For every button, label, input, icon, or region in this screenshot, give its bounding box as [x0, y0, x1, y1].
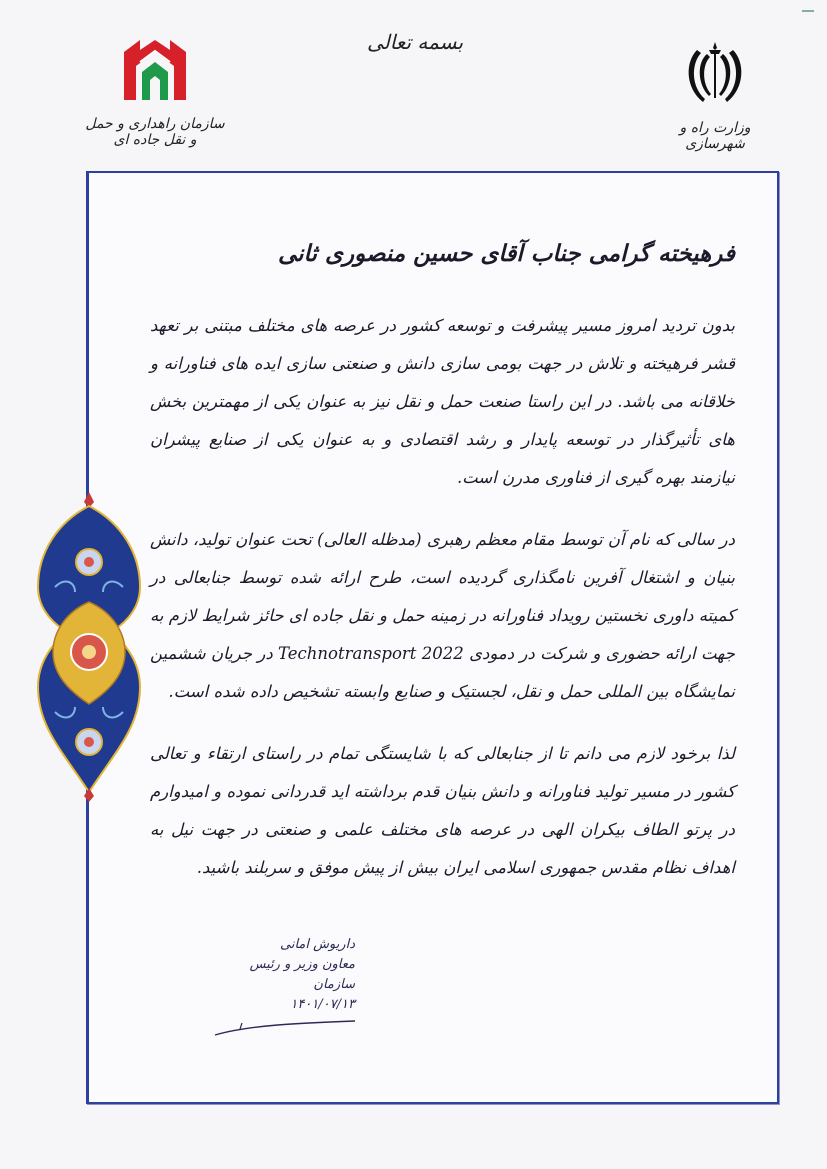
iran-emblem-icon: [683, 40, 747, 108]
signatory-title: معاون وزیر و رئیس سازمان: [249, 957, 355, 992]
paragraph-1: بدون تردید امروز مسیر پیشرفت و توسعه کشور در عرصه های مختلف مبتنی بر تعهد قشر فرهیخته و تلاش در جهت بومی سازی دانش و صنعتی سازی ایده های فناورانه و خلاقانه می باشد. در این راستا صنعت حمل و نقل نیز به عنوان یکی از مهمترین بخش های تأثیرگذار در توسعه پایدار و رشد اقتصادی و به عنوان یکی از صنایع پیشران نیازمند بهره گیری از فناوری مدرن است.: [150, 316, 735, 487]
floral-ornament-icon: [30, 492, 148, 802]
right-logo-caption: وزارت راه و شهرسازی: [679, 120, 751, 152]
signatory-name: داریوش امانی: [279, 937, 355, 952]
paragraph-2: در سالی که نام آن توسط مقام معظم رهبری (مدظله العالی) تحت عنوان تولید، دانش بنیان و اشتغال آفرین نامگذاری گردیده است، طرح ارائه شده توسط جنابعالی در کمیته داوری نخستین رویداد فناورانه در زمینه حمل و نقل جاده ای حائز شرایط لازم به جهت ارائه حضوری و شرکت در دمودی Technotransport 2022 در جریان ششمین نمایشگاه بین المللی حمل و نقل، لجستیک و صنایع وابسته تشخیص داده شده است.: [150, 530, 735, 701]
scan-mark: [802, 10, 814, 12]
left-logo-caption: سازمان راهداری و حمل و نقل جاده ای: [85, 116, 225, 148]
salutation: فرهیخته گرامی جناب آقای حسین منصوری ثانی: [277, 240, 735, 267]
paragraph-3: لذا برخود لازم می دانم تا از جنابعالی که با شایستگی تمام در راستای ارتقاء و تعالی کشور در مسیر تولید فناورانه و دانش بنیان قدم برداشته اید قدردانی نموده و امیدوارم در پرتو الطاف بیکران الهی در عرصه های مختلف علمی و صنعتی در جهت نیل به اهداف نظام مقدس جمهوری اسلامی ایران بیش از پیش موفق و سربلند باشید.: [150, 744, 735, 877]
handwritten-signature: [210, 985, 360, 1040]
header-basmala: بسمه تعالی: [366, 30, 464, 54]
letter-body: [150, 200, 735, 911]
road-maintenance-logo-icon: [120, 38, 190, 104]
signature-date: ۱۴۰۱/۰۷/۱۳: [290, 997, 355, 1012]
